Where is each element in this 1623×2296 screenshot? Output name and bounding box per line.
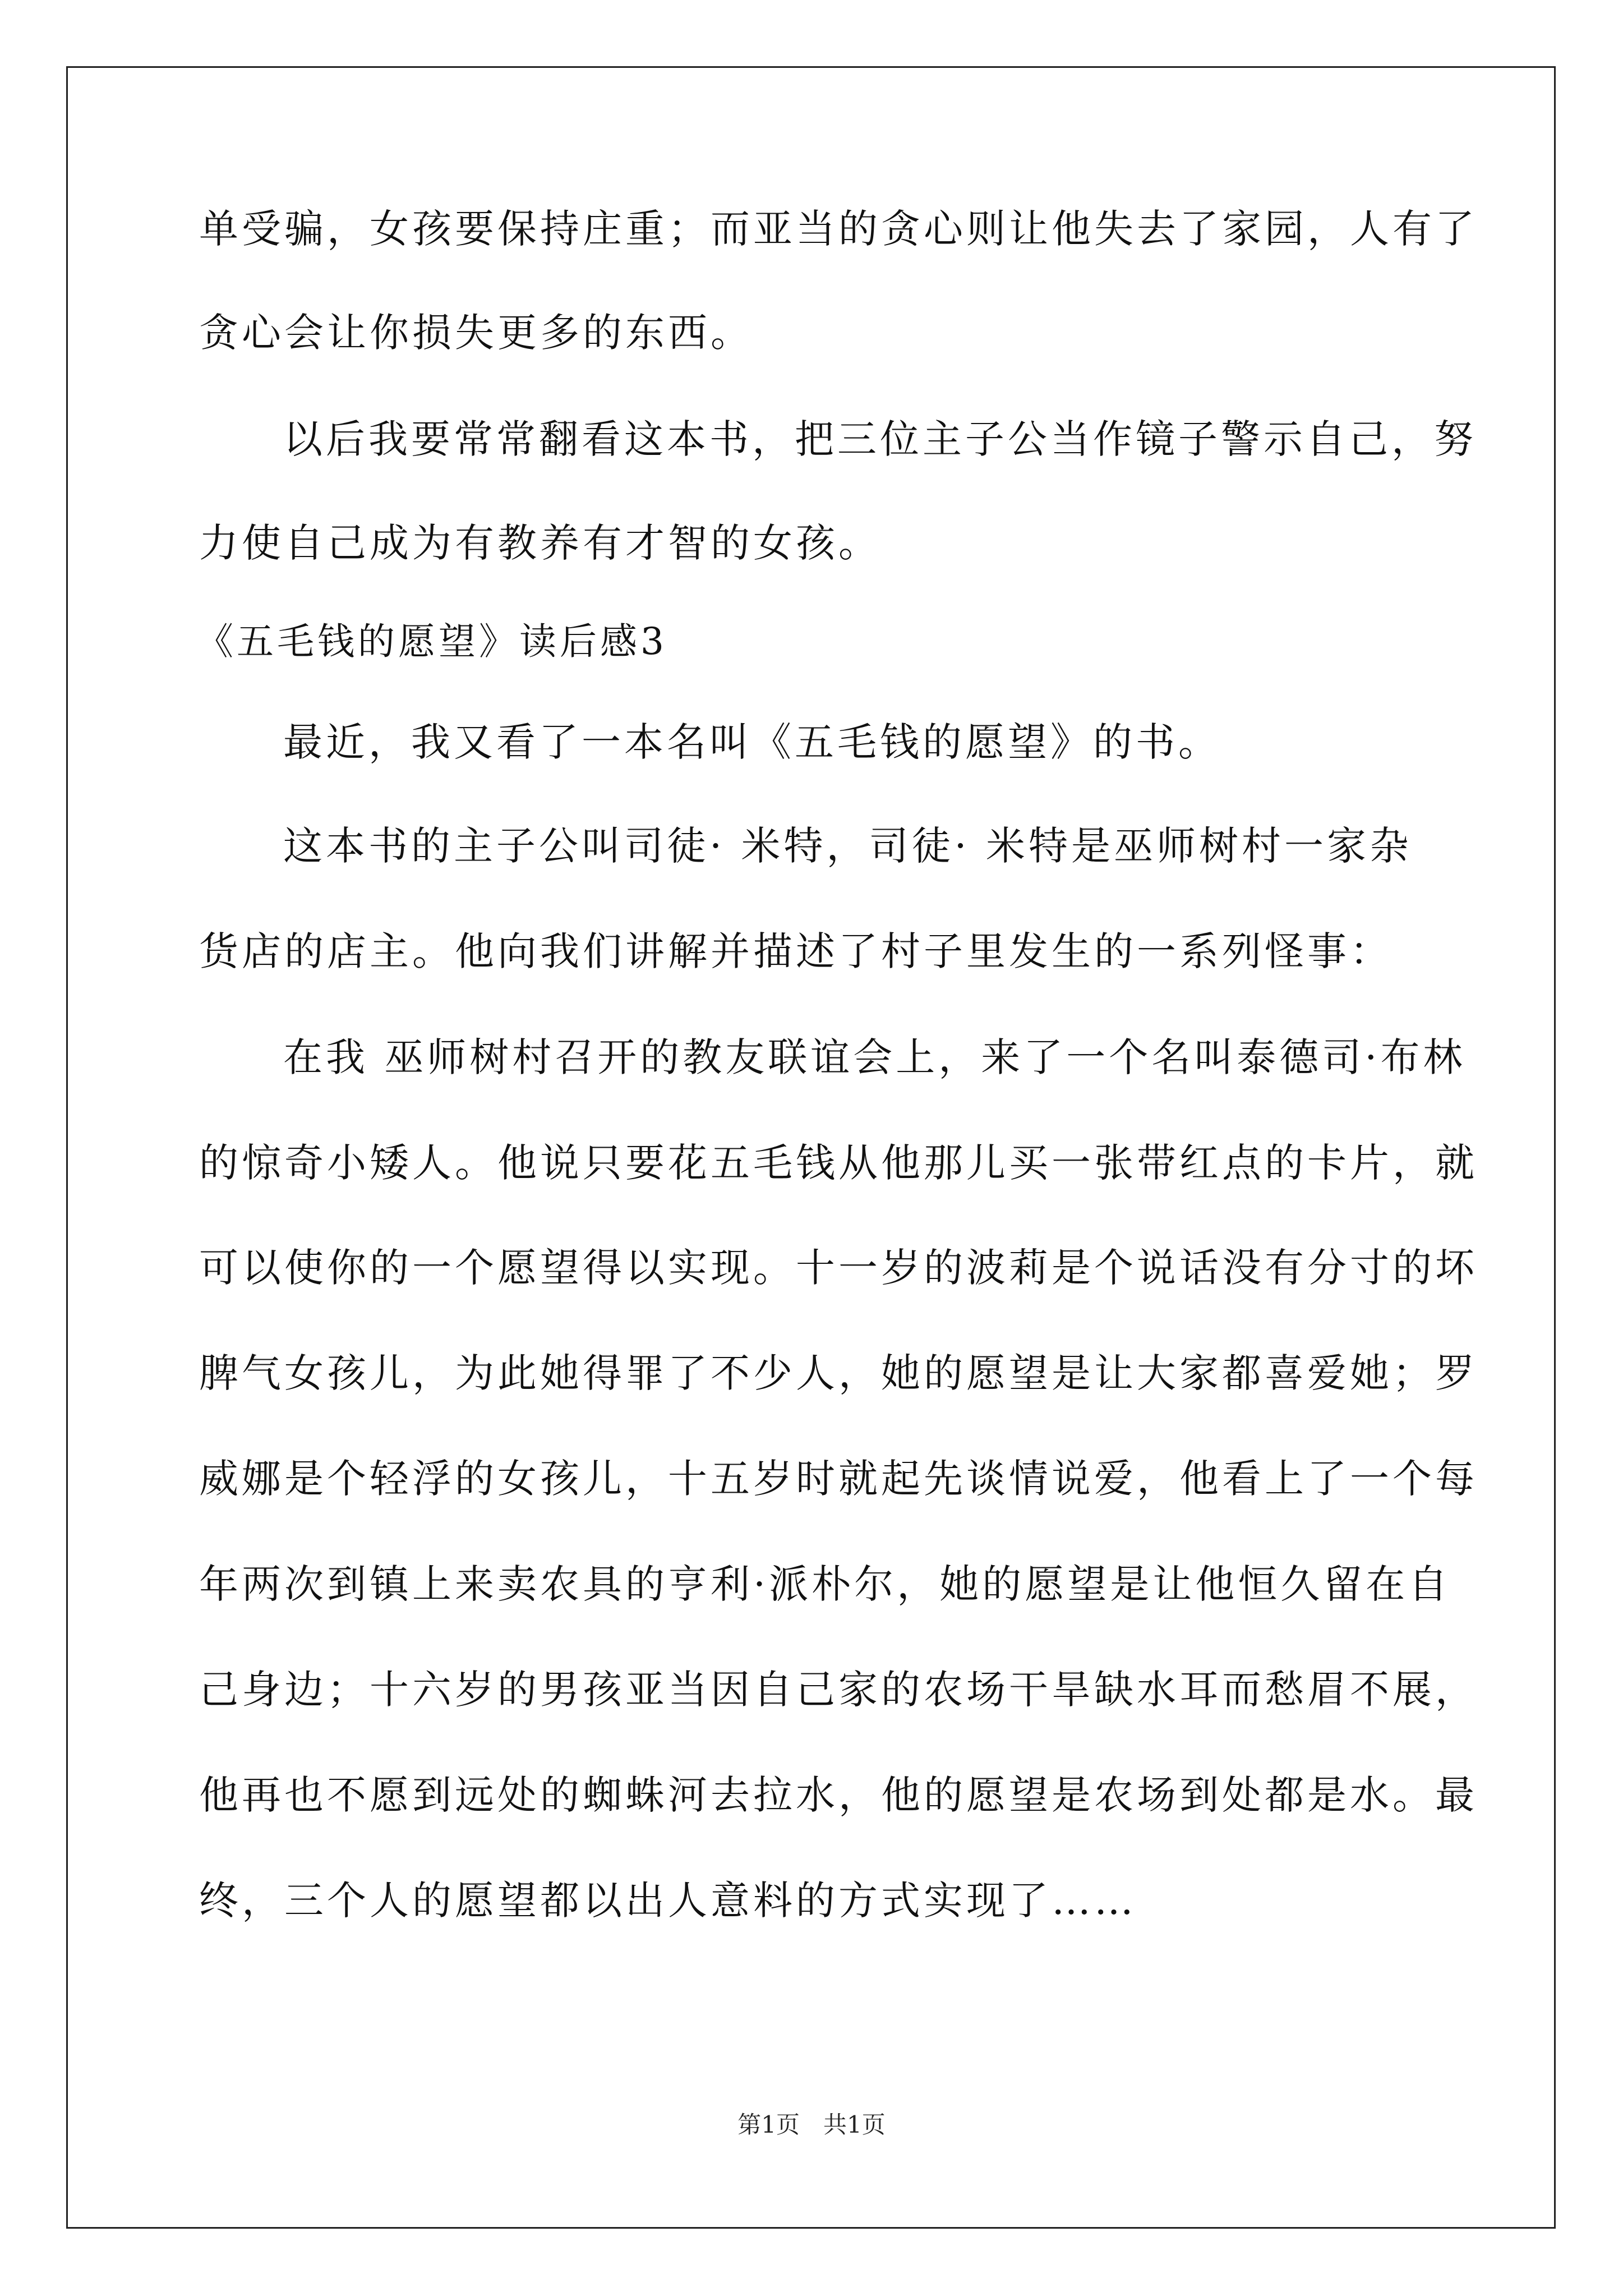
paragraph-start: 以后我要常常翻看这本书，把三位主子公当作镜子警示自己，努 xyxy=(283,416,1477,462)
paragraph-start: 在我 巫师树村召开的教友联谊会上，来了一个名叫泰德司·布林 xyxy=(283,1034,1466,1080)
text-line: 可以使你的一个愿望得以实现。十一岁的波莉是个说话没有分寸的坏 xyxy=(199,1245,1478,1291)
text-line: 的惊奇小矮人。他说只要花五毛钱从他那儿买一张带红点的卡片，就 xyxy=(199,1140,1478,1186)
text-line: 贪心会让你损失更多的东西。 xyxy=(199,310,753,356)
text-line: 他再也不愿到远处的蜘蛛河去拉水，他的愿望是农场到处都是水。最 xyxy=(199,1772,1478,1818)
text-line: 力使自己成为有教养有才智的女孩。 xyxy=(199,520,881,566)
text-line: 终，三个人的愿望都以出人意料的方式实现了…… xyxy=(199,1878,1137,1924)
paragraph-start: 这本书的主子公叫司徒· 米特，司徒· 米特是巫师树村一家杂 xyxy=(283,823,1413,869)
paragraph-start: 最近，我又看了一本名叫《五毛钱的愿望》的书。 xyxy=(283,719,1221,765)
text-line: 己身边；十六岁的男孩亚当因自己家的农场干旱缺水耳而愁眉不展， xyxy=(199,1667,1478,1713)
text-line: 脾气女孩儿，为此她得罪了不少人，她的愿望是让大家都喜爱她；罗 xyxy=(199,1350,1478,1396)
text-line: 货店的店主。他向我们讲解并描述了村子里发生的一系列怪事： xyxy=(199,928,1393,974)
text-line: 单受骗，女孩要保持庄重；而亚当的贪心则让他失去了家园，人有了 xyxy=(199,206,1478,252)
text-line: 威娜是个轻浮的女孩儿，十五岁时就起先谈情说爱，他看上了一个每 xyxy=(199,1456,1478,1502)
page-number: 第1页 共1页 xyxy=(737,2111,886,2138)
text-line: 年两次到镇上来卖农具的亨利·派朴尔，她的愿望是让他恒久留在自 xyxy=(199,1561,1451,1607)
section-heading: 《五毛钱的愿望》读后感3 xyxy=(196,620,667,663)
